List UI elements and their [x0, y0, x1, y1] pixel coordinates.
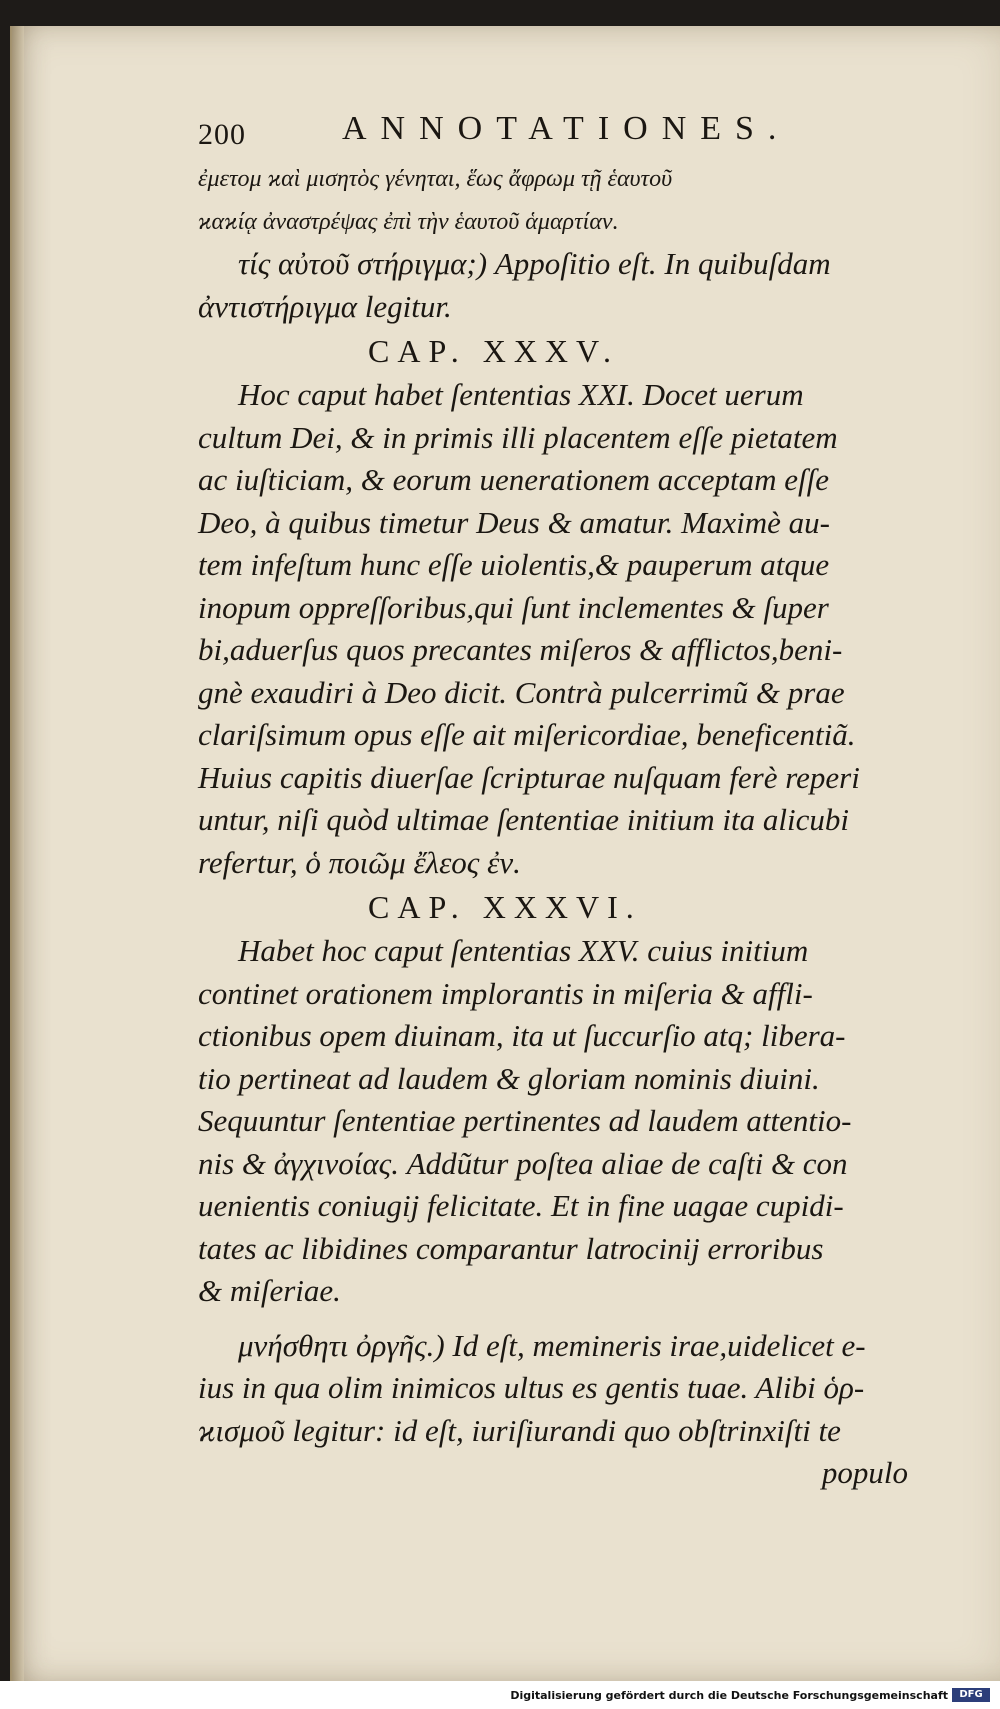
text-line: tio pertineat ad laudem & gloriam nominis diuini. [198, 1060, 820, 1096]
text-line: ctionibus opem diuinam, ita ut ſuccurſio atq; libera- [198, 1018, 846, 1053]
dfg-logo: DFG [952, 1688, 990, 1702]
text-line: Sequuntur ſententiae pertinentes ad laudem attentio- [198, 1103, 852, 1138]
text-line: Habet hoc caput ſententias XXV. cuius initium [238, 933, 809, 968]
funding-credit: Digitalisierung gefördert durch die Deutsche Forschungsgemeinschaft [510, 1689, 948, 1702]
text-line: ac iuſticiam, & eorum uenerationem acceptam eſſe [198, 462, 830, 497]
text-line: Hoc caput habet ſententias XXI. Docet uerum [238, 377, 804, 412]
text-line: cultum Dei, & in primis illi placentem eſſe pietatem [198, 419, 838, 455]
text-line: inopum oppreſſoribus,qui ſunt inclementes & ſuper [198, 589, 829, 625]
text-line: μνήσθητι ὀργῆς.) Id eſt, memineris irae,uidelicet e- [238, 1327, 866, 1363]
text-lines [198, 158, 908, 1495]
text-line: ϰαϰίᾳ ἀναστρέψας ἐπὶ τὴν ἑαυτοῦ ἁμαρτίαν. [198, 208, 619, 235]
text-line: gnè exaudiri à Deo dicit. Contrà pulcerrimũ & prae [198, 674, 845, 710]
page-number: 200 [198, 118, 246, 151]
text-line: tates ac libidines comparantur latrocinij erroribus [198, 1230, 824, 1266]
page-header [198, 110, 908, 158]
text-line: uenientis coniugij felicitate. Et in fine uagae cupidi- [198, 1188, 844, 1223]
text-line: nis & ἀγχινοίας. Addũtur poſtea aliae de caſti & con [198, 1145, 848, 1181]
text-line: τίς αὐτοῦ στήριγμα;) Appoſitio eſt. In quibuſdam [238, 246, 831, 281]
text-line: ius in qua olim inimicos ultus es gentis tuae. Alibi ὁρ- [198, 1370, 865, 1405]
text-line: populo [821, 1455, 908, 1490]
text-line: tem infeſtum hunc eſſe uiolentis,& pauperum atque [198, 547, 830, 582]
page-gutter-shadow [10, 26, 24, 1681]
text-line: untur, niſi quòd ultimae ſententiae initium ita alicubi [198, 802, 849, 837]
text-line: Deo, à quibus timetur Deus & amatur. Maximè au- [198, 504, 830, 540]
text-line: clariſsimum opus eſſe ait miſericordiae, beneficentiã. [198, 717, 856, 752]
text-line: bi,aduerſus quos precantes miſeros & afflictos,beni- [198, 632, 843, 667]
text-line: Huius capitis diuerſae ſcripturae nuſquam ferè reperi [198, 759, 860, 795]
text-line: ἀντιστήριγμα legitur. [198, 288, 452, 324]
paragraph-gap [198, 1313, 908, 1325]
text-line: continet orationem implorantis in miſeria & affli- [198, 975, 813, 1011]
chapter-heading: CAP. XXXV. [368, 333, 620, 369]
page-text-block [198, 110, 908, 1495]
text-line: & miſeriae. [198, 1273, 341, 1308]
text-line: refertur, ὁ ποιῶμ ἔλεος ἐν. [198, 844, 521, 880]
chapter-heading: CAP. XXXVI. [368, 889, 642, 925]
running-title: ANNOTATIONES. [342, 110, 791, 147]
text-line: ἐμετομ ϰαὶ μισητὸς γένηται, ἕως ἄφρωμ τῇ ἑαυτοῦ [198, 166, 673, 192]
text-line: ϰισμοῦ legitur: id eſt, iuriſiurandi quo obſtrinxiſti te [198, 1412, 841, 1448]
